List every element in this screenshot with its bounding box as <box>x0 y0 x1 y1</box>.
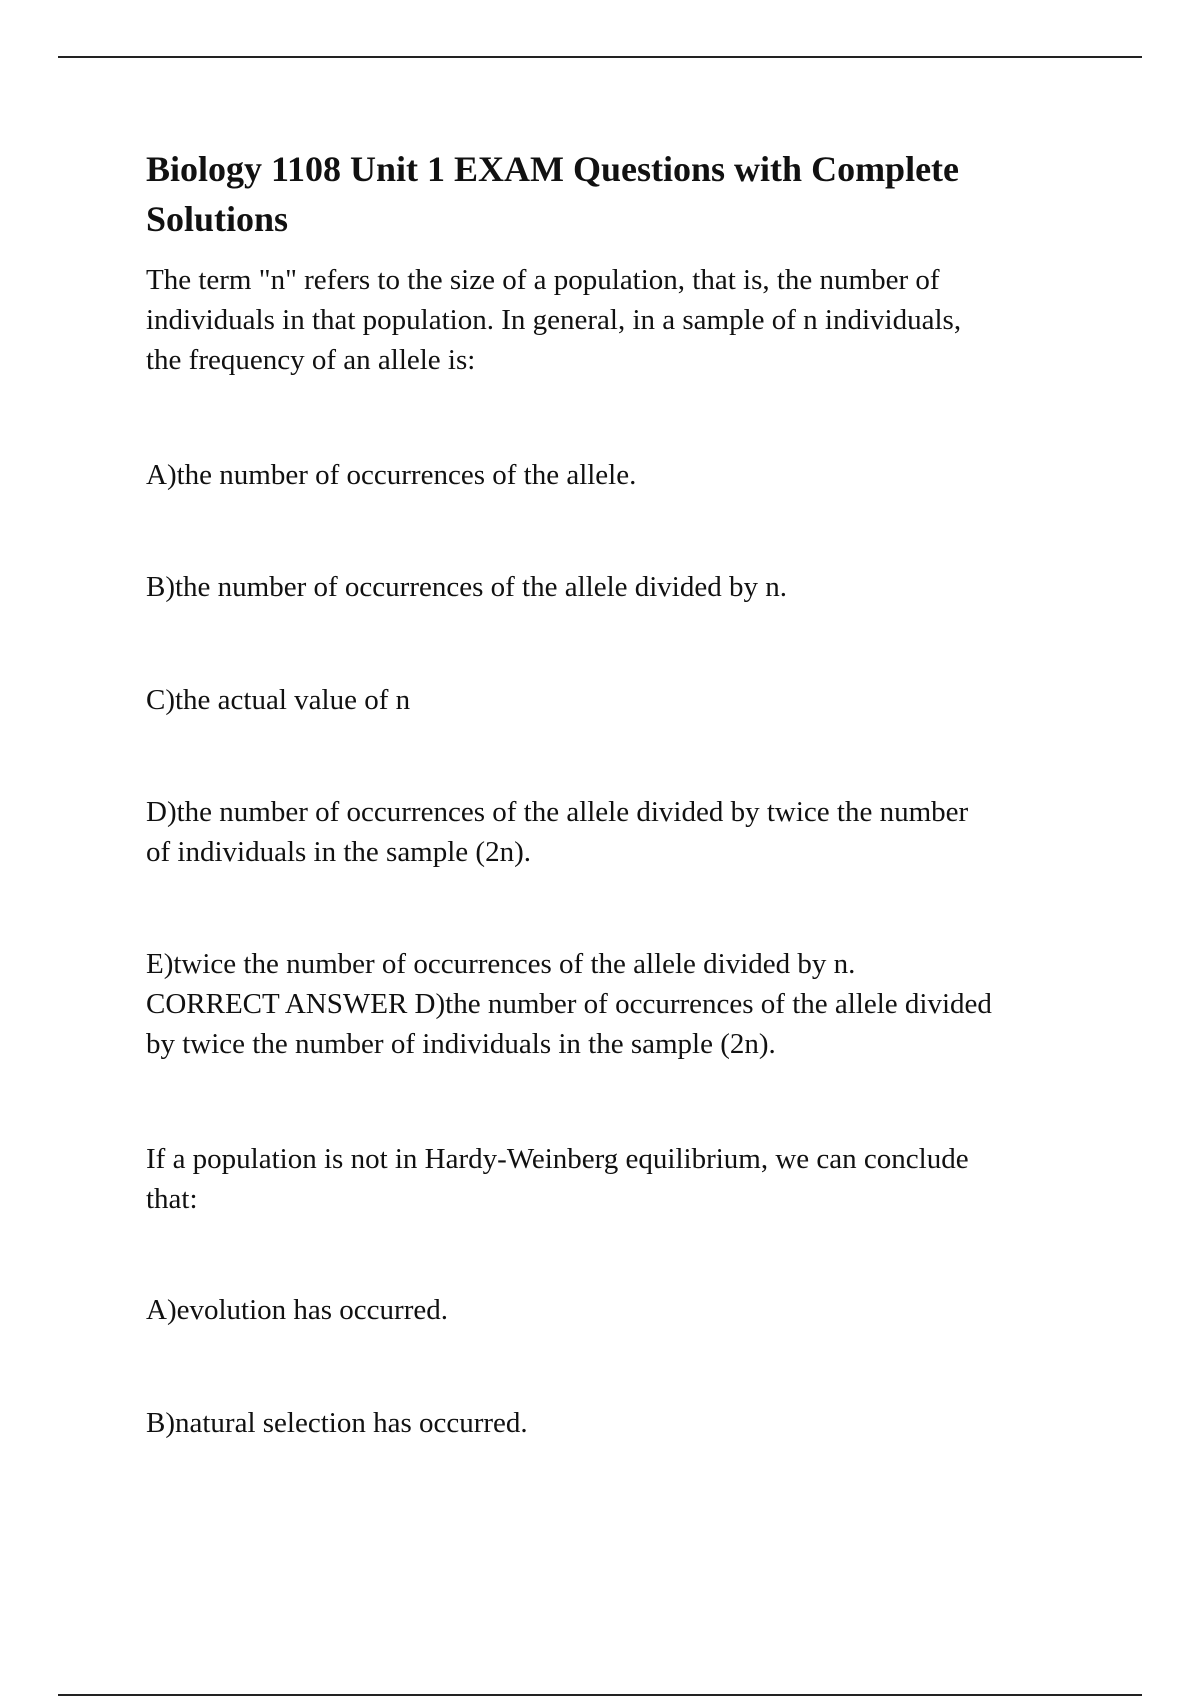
document-title: Biology 1108 Unit 1 EXAM Questions with Complete Solutions <box>146 149 960 239</box>
question-2-option-b: B)natural selection has occurred. <box>146 1407 528 1439</box>
question-1-option-d-line: of individuals in the sample (2n). <box>146 836 531 868</box>
question-1-option-d-line: D)the number of occurrences of the allele divided by twice the number <box>146 796 969 828</box>
question-1-stem-line: the frequency of an allele is: <box>146 344 476 376</box>
header-rule <box>58 56 1142 58</box>
question-1-option-b: B)the number of occurrences of the allele divided by n. <box>146 571 787 603</box>
question-2-stem <box>146 1139 1106 1219</box>
correct-answer-line: CORRECT ANSWER D)the number of occurrences of the allele divided <box>146 988 992 1020</box>
question-1-option-d <box>146 792 1106 872</box>
question-1-stem-line: The term "n" refers to the size of a population, that is, the number of <box>146 264 940 296</box>
footer-rule <box>58 1694 1142 1696</box>
question-1-option-c: C)the actual value of n <box>146 684 411 716</box>
question-2-option-a: A)evolution has occurred. <box>146 1294 448 1326</box>
question-1-option-a: A)the number of occurrences of the allele. <box>146 459 637 491</box>
question-1-option-e-line: E)twice the number of occurrences of the allele divided by n. <box>146 948 856 980</box>
question-1-stem <box>146 260 1106 380</box>
question-1-option-e-with-answer <box>146 944 1106 1064</box>
question-2-stem-line: that: <box>146 1183 198 1215</box>
correct-answer-line: by twice the number of individuals in the sample (2n). <box>146 1028 776 1060</box>
question-1-stem-line: individuals in that population. In general, in a sample of n individuals, <box>146 304 962 336</box>
question-2-stem-line: If a population is not in Hardy-Weinberg equilibrium, we can conclude <box>146 1143 969 1175</box>
